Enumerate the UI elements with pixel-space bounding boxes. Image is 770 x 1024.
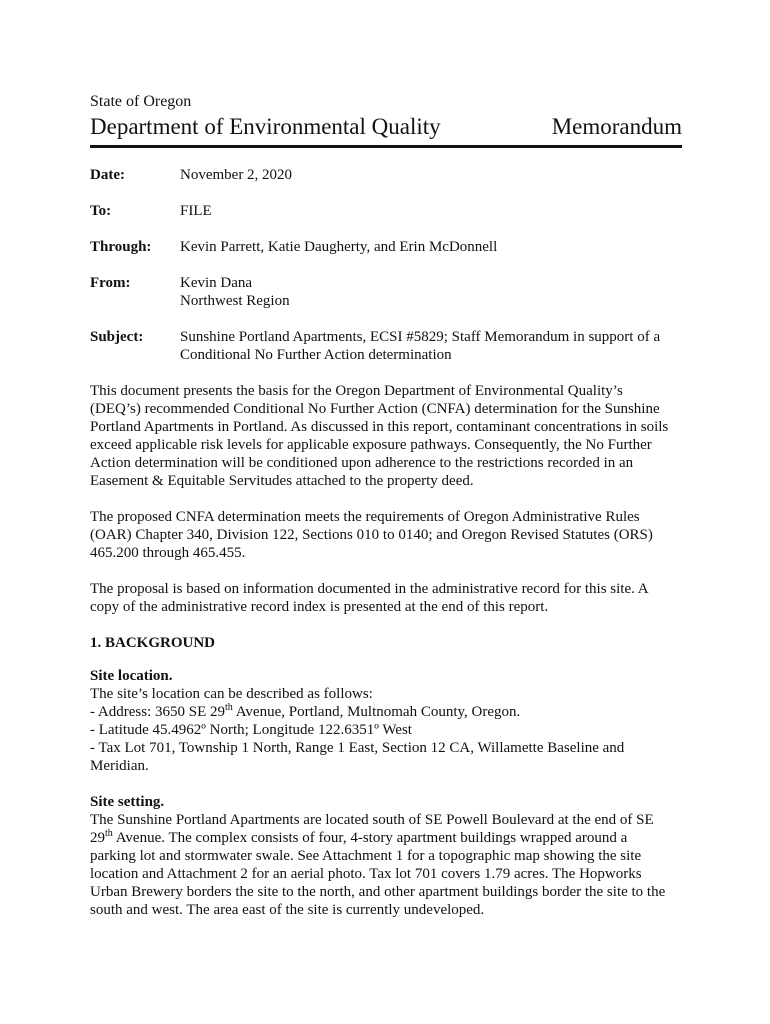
paragraph-line: 465.200 through 465.455.: [90, 545, 246, 561]
subject-label: Subject:: [90, 329, 144, 345]
from-region: Northwest Region: [180, 293, 290, 309]
through-label: Through:: [90, 239, 152, 255]
paragraph-line: Portland Apartments in Portland. As discussed in this report, contaminant concentrations in soils: [90, 419, 669, 435]
from-row: [90, 274, 682, 310]
subject-value: [180, 328, 682, 364]
to-label: To:: [90, 203, 112, 219]
address-superscript: th: [225, 702, 233, 713]
paragraph-line: parking lot and stormwater swale. See Attachment 1 for a topographic map showing the site: [90, 848, 642, 864]
paragraph-line: (OAR) Chapter 340, Division 122, Sections 010 to 0140; and Oregon Revised Statutes (ORS): [90, 527, 653, 543]
state-name: State of Oregon: [90, 93, 192, 110]
section-heading-background: 1. BACKGROUND: [90, 635, 216, 651]
site-latlong: - Latitude 45.4962º North; Longitude 122.6351º West: [90, 722, 412, 738]
site-taxlot-line-1: - Tax Lot 701, Township 1 North, Range 1 East, Section 12 CA, Willamette Baseline and: [90, 740, 625, 756]
title-row: [90, 113, 682, 148]
paragraph-line: south and west. The area east of the site is currently undeveloped.: [90, 902, 485, 918]
site-address: [90, 703, 682, 721]
paragraph-line: Urban Brewery borders the site to the north, and other apartment buildings border the site to the: [90, 884, 666, 900]
paragraph-line: location and Attachment 2 for an aerial photo. Tax lot 701 covers 1.79 acres. The Hopworks: [90, 866, 642, 882]
paragraph-line: This document presents the basis for the Oregon Department of Environmental Quality’s: [90, 383, 623, 399]
site-setting-block: [90, 793, 682, 919]
avenue-suffix: Avenue. The complex consists of four, 4-story apartment buildings wrapped around a: [112, 830, 628, 846]
from-label: From:: [90, 275, 131, 291]
through-row: [90, 238, 682, 256]
paragraph-line: [90, 829, 682, 847]
intro-paragraph: [90, 382, 682, 490]
paragraph-line: The proposal is based on information documented in the administrative record for this site. A: [90, 581, 649, 597]
paragraph-line: Easement & Equitable Servitudes attached to the property deed.: [90, 473, 474, 489]
site-location-heading: Site location.: [90, 668, 173, 684]
to-row: [90, 202, 682, 220]
subject-row: [90, 328, 682, 364]
paragraph-line: The proposed CNFA determination meets the requirements of Oregon Administrative Rules: [90, 509, 640, 525]
date-row: [90, 166, 682, 184]
site-location-block: [90, 667, 682, 775]
subject-line-1: Sunshine Portland Apartments, ECSI #5829; Staff Memorandum in support of a: [180, 329, 661, 345]
requirements-paragraph: [90, 508, 682, 562]
subject-line-2: Conditional No Further Action determination: [180, 347, 452, 363]
paragraph-line: (DEQ’s) recommended Conditional No Further Action (CNFA) determination for the Sunshine: [90, 401, 660, 417]
address-suffix: Avenue, Portland, Multnomah County, Oregon.: [232, 704, 521, 720]
date-value: November 2, 2020: [180, 167, 293, 183]
from-name: Kevin Dana: [180, 275, 253, 291]
memo-page: [90, 92, 682, 937]
address-prefix: - Address: 3650 SE 29: [90, 704, 225, 720]
date-label: Date:: [90, 167, 125, 183]
record-paragraph: [90, 580, 682, 616]
paragraph-line: The Sunshine Portland Apartments are located south of SE Powell Boulevard at the end of SE: [90, 812, 654, 828]
paragraph-line: Action determination will be conditioned upon adherence to the restrictions recorded in an: [90, 455, 634, 471]
paragraph-line: copy of the administrative record index is presented at the end of this report.: [90, 599, 549, 615]
avenue-superscript: th: [105, 828, 113, 839]
site-taxlot-line-2: Meridian.: [90, 758, 149, 774]
to-value: FILE: [180, 203, 212, 219]
avenue-number: 29: [90, 830, 105, 846]
document-type: Memorandum: [551, 114, 682, 139]
from-value: [180, 274, 682, 310]
paragraph-line: exceed applicable risk levels for applicable exposure pathways. Consequently, the No Further: [90, 437, 652, 453]
memo-header-fields: [90, 166, 682, 364]
through-value: Kevin Parrett, Katie Daugherty, and Erin McDonnell: [180, 239, 498, 255]
department-title: Department of Environmental Quality: [90, 114, 441, 139]
site-setting-heading: Site setting.: [90, 794, 165, 810]
site-location-intro: The site’s location can be described as follows:: [90, 686, 373, 702]
